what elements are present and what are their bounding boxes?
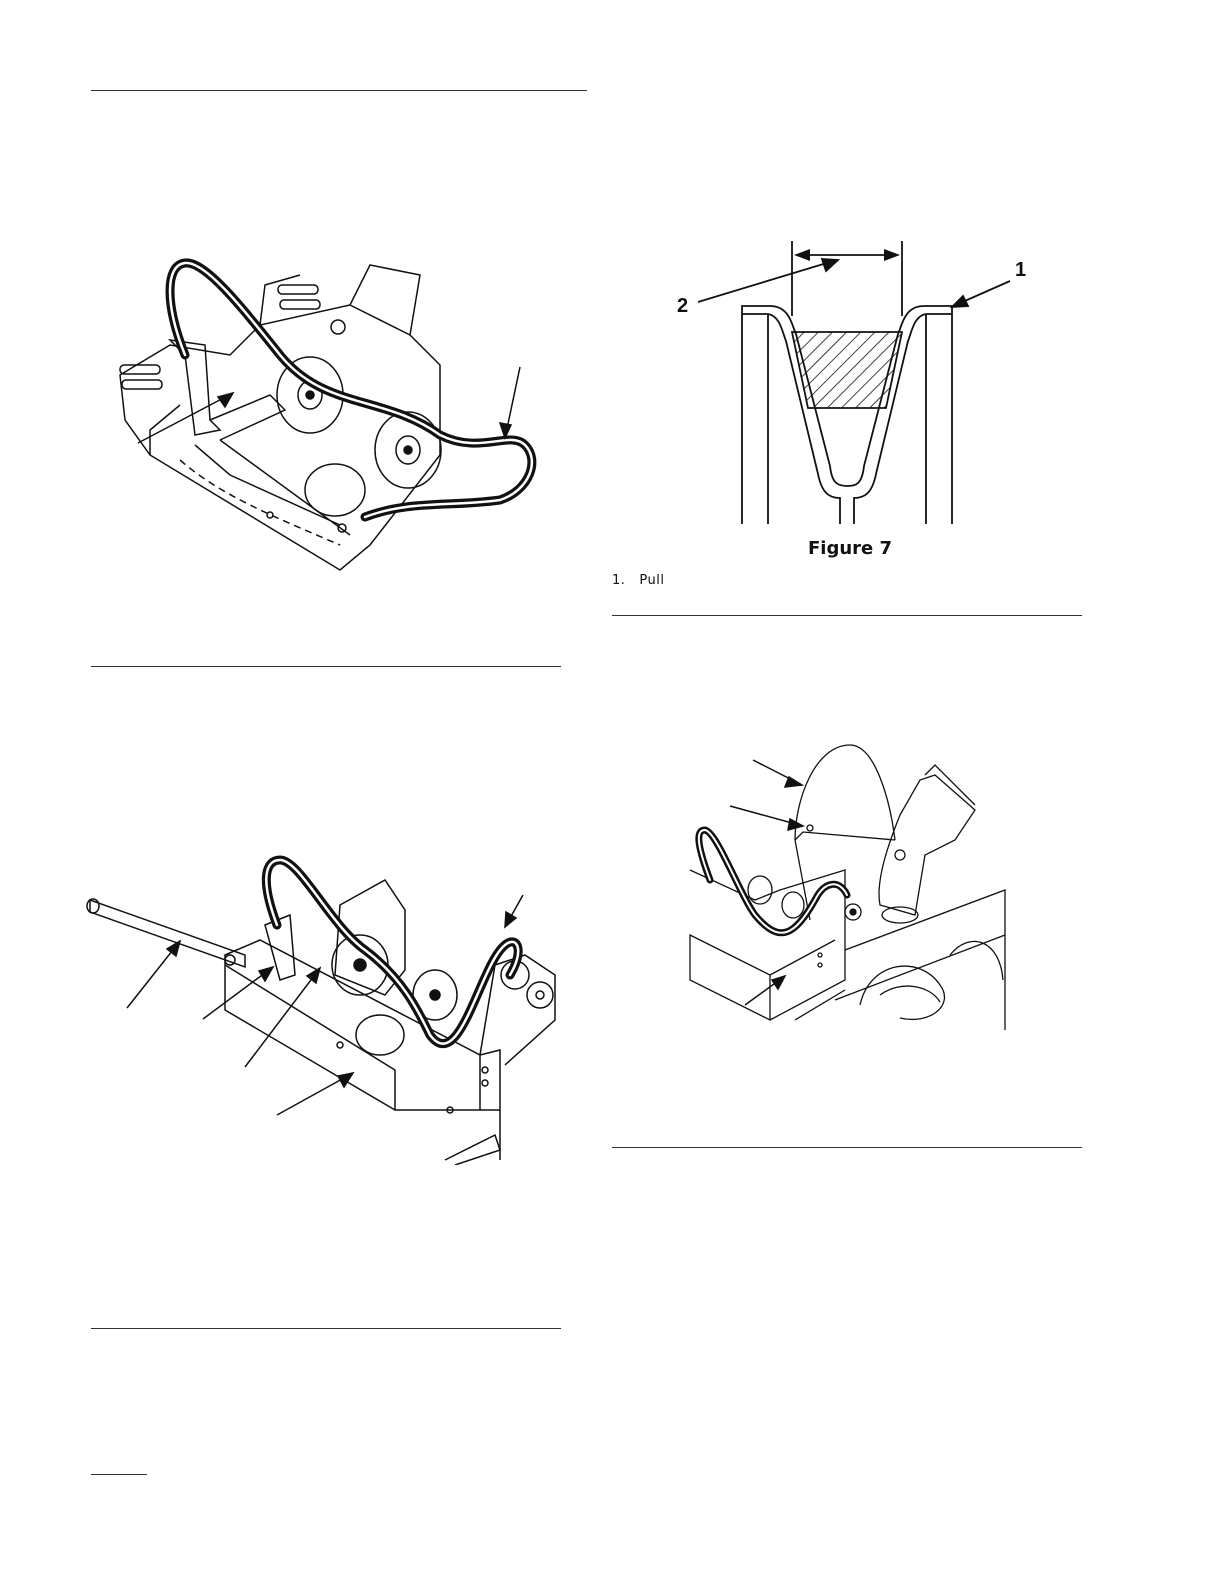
belt-cover-auger-illustration xyxy=(685,740,1010,1035)
caption-number: 1. xyxy=(612,573,626,588)
section-rule-mid-left xyxy=(91,666,561,667)
belt-drive-illustration xyxy=(110,245,570,590)
figure7-leader-lines xyxy=(690,240,1030,320)
section-rule-bottom-left xyxy=(91,1328,561,1329)
figure7-callout-1: 1 xyxy=(1015,259,1027,281)
figure7-caption xyxy=(612,573,664,588)
section-rule-figure7-bottom xyxy=(612,615,1082,616)
section-rule-short-left xyxy=(91,1474,147,1475)
figure7-callout-2: 2 xyxy=(677,295,689,317)
caption-text: Pull xyxy=(639,573,665,588)
section-rule-top-left xyxy=(91,90,587,91)
belt-housing-illustration xyxy=(85,855,565,1165)
section-rule-right-bottom xyxy=(612,1147,1082,1148)
figure7-title: Figure 7 xyxy=(808,538,893,559)
